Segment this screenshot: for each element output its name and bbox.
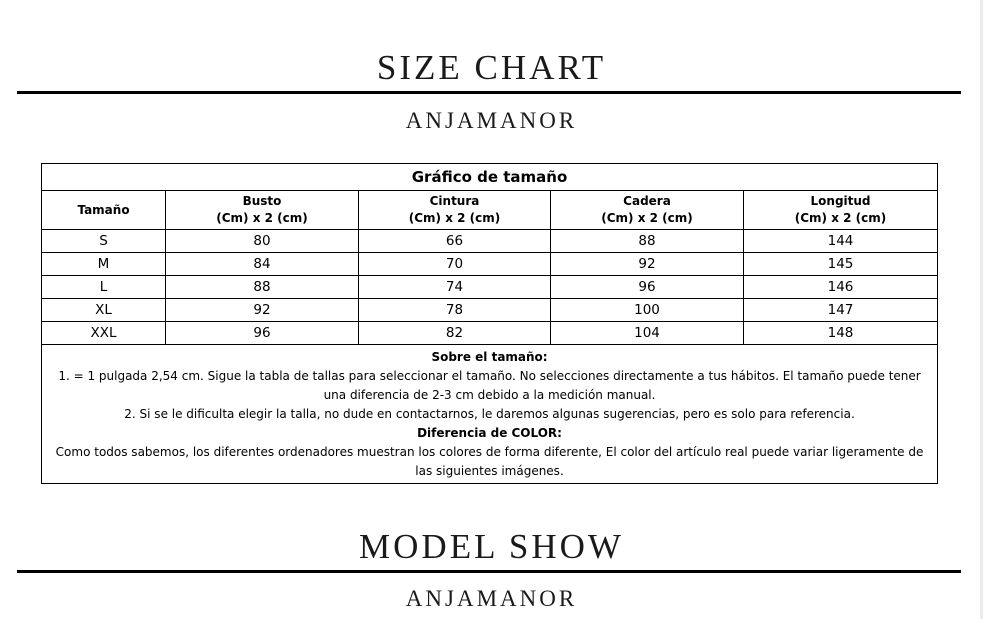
size-note-2: 2. Si se le dificulta elegir la talla, no dude en contactarnos, le daremos algunas sugerencias, pero es solo para referencia. xyxy=(124,407,855,421)
table-caption-row xyxy=(42,164,938,191)
size-notes xyxy=(42,345,938,484)
table-row xyxy=(42,253,938,276)
size-notes-heading: Sobre el tamaño: xyxy=(431,350,548,364)
table-cell: 145 xyxy=(744,253,938,276)
table-row xyxy=(42,299,938,322)
table-cell: M xyxy=(42,253,166,276)
table-cell: 146 xyxy=(744,276,938,299)
table-cell: 96 xyxy=(551,276,744,299)
brand-name: ANJAMANOR xyxy=(405,108,578,133)
table-cell: 144 xyxy=(744,230,938,253)
table-cell: XL xyxy=(42,299,166,322)
table-row xyxy=(42,276,938,299)
column-header-label: Cadera xyxy=(623,194,671,208)
color-notes-heading: Diferencia de COLOR: xyxy=(417,426,562,440)
column-header-label: Cintura xyxy=(429,194,480,208)
column-header-label: Tamaño xyxy=(77,202,130,217)
table-cell: 80 xyxy=(166,230,359,253)
title-divider xyxy=(17,570,961,573)
size-note-1: 1. = 1 pulgada 2,54 cm. Sigue la tabla de tallas para seleccionar el tamaño. No selecciones directamente a tus hábitos. El tamaño puede tener una diferencia de 2-3 cm debido a la medición manual. xyxy=(58,369,921,402)
table-cell: 88 xyxy=(551,230,744,253)
table-cell: 104 xyxy=(551,322,744,345)
size-table-container xyxy=(41,163,937,484)
table-cell: 88 xyxy=(166,276,359,299)
title-divider xyxy=(17,91,961,94)
table-cell: 92 xyxy=(551,253,744,276)
column-header-unit: (Cm) x 2 (cm) xyxy=(601,211,693,225)
column-header-unit: (Cm) x 2 (cm) xyxy=(794,211,887,225)
column-header-bust xyxy=(166,191,359,230)
table-row xyxy=(42,322,938,345)
table-row xyxy=(42,230,938,253)
table-cell: L xyxy=(42,276,166,299)
table-caption: Gráfico de tamaño xyxy=(42,164,938,191)
table-cell: 92 xyxy=(166,299,359,322)
column-header-size xyxy=(42,191,166,230)
table-cell: 96 xyxy=(166,322,359,345)
table-cell: 78 xyxy=(359,299,551,322)
column-header-waist xyxy=(359,191,551,230)
column-header-unit: (Cm) x 2 (cm) xyxy=(408,211,501,225)
column-header-label: Longitud xyxy=(810,194,871,208)
table-cell: 100 xyxy=(551,299,744,322)
table-header-row xyxy=(42,191,938,230)
column-header-hip xyxy=(551,191,744,230)
table-cell: 147 xyxy=(744,299,938,322)
model-show-title: MODEL SHOW xyxy=(359,527,624,566)
table-notes-row xyxy=(42,345,938,484)
color-note: Como todos sabemos, los diferentes ordenadores muestran los colores de forma diferente, El color del artículo real puede variar ligeramente de las siguientes imágenes. xyxy=(55,445,924,478)
table-cell: 148 xyxy=(744,322,938,345)
table-cell: XXL xyxy=(42,322,166,345)
table-cell: 74 xyxy=(359,276,551,299)
table-cell: 66 xyxy=(359,230,551,253)
table-cell: 84 xyxy=(166,253,359,276)
column-header-unit: (Cm) x 2 (cm) xyxy=(216,211,308,225)
size-table xyxy=(41,163,938,484)
brand-name: ANJAMANOR xyxy=(405,586,578,611)
table-cell: 82 xyxy=(359,322,551,345)
column-header-length xyxy=(744,191,938,230)
table-cell: S xyxy=(42,230,166,253)
table-cell: 70 xyxy=(359,253,551,276)
size-chart-title: SIZE CHART xyxy=(376,48,607,87)
column-header-label: Busto xyxy=(242,194,282,208)
